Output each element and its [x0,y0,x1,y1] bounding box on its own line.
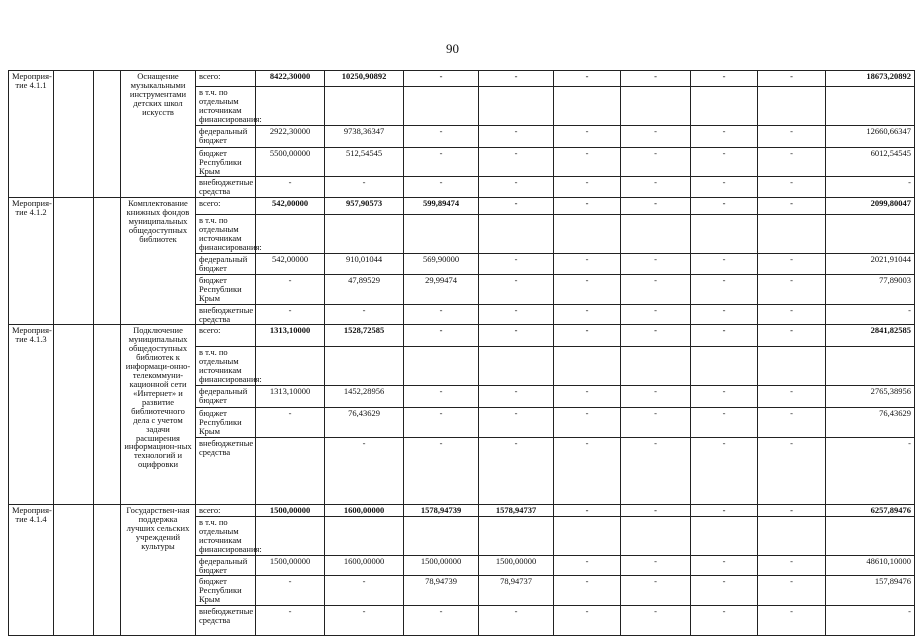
value-cell: 2021,91044 [826,253,915,274]
value-cell: - [758,177,826,198]
value-cell: - [621,274,691,304]
empty-cell [94,325,121,504]
funding-source: всего: [196,198,256,215]
value-cell: - [621,71,691,87]
value-cell: 1452,28956 [325,386,404,408]
value-cell: - [621,198,691,215]
value-cell [479,87,554,126]
funding-source: всего: [196,325,256,347]
value-cell: - [758,253,826,274]
table-row [9,198,915,215]
value-cell: - [554,437,621,504]
value-cell: - [554,386,621,408]
value-cell: - [621,125,691,147]
value-cell: - [404,177,479,198]
value-cell: - [479,386,554,408]
value-cell [404,516,479,555]
value-cell: 18673,20892 [826,71,915,87]
funding-source: бюджет Республики Крым [196,576,256,606]
value-cell: - [554,504,621,516]
value-cell: - [621,504,691,516]
value-cell: - [691,504,758,516]
value-cell: - [826,437,915,504]
value-cell: - [621,555,691,576]
empty-cell [54,504,94,635]
value-cell: 10250,90892 [325,71,404,87]
value-cell: - [758,437,826,504]
value-cell [758,347,826,386]
value-cell: - [404,437,479,504]
value-cell: - [826,304,915,325]
value-cell: - [691,606,758,636]
value-cell [758,87,826,126]
value-cell: 957,90573 [325,198,404,215]
value-cell [554,87,621,126]
value-cell: - [758,198,826,215]
value-cell: - [621,325,691,347]
value-cell: 77,89003 [826,274,915,304]
value-cell: - [758,555,826,576]
value-cell: 1313,10000 [256,386,325,408]
value-cell: - [479,304,554,325]
value-cell: - [554,576,621,606]
value-cell [325,516,404,555]
value-cell: - [479,325,554,347]
value-cell: - [758,71,826,87]
value-cell: 1600,00000 [325,504,404,516]
measure-name: Комплектование книжных фондов муниципальных общедоступных библиотек [121,198,196,325]
value-cell: - [691,437,758,504]
funding-source: в т.ч. по отдельным источникам финансирования: [196,87,256,126]
value-cell: 47,89529 [325,274,404,304]
value-cell: - [479,606,554,636]
value-cell [758,516,826,555]
value-cell [479,215,554,254]
value-cell: - [325,606,404,636]
funding-source: бюджет Республики Крым [196,408,256,438]
value-cell: - [621,437,691,504]
value-cell: 599,89474 [404,198,479,215]
value-cell: - [404,325,479,347]
value-cell: - [325,304,404,325]
value-cell [554,347,621,386]
value-cell: 910,01044 [325,253,404,274]
value-cell: - [479,198,554,215]
value-cell: - [691,253,758,274]
value-cell: 8422,30000 [256,71,325,87]
measure-name: Государствен-ная поддержка лучших сельских учреждений культуры [121,504,196,635]
value-cell: - [554,325,621,347]
value-cell: - [691,125,758,147]
value-cell: 12660,66347 [826,125,915,147]
value-cell: - [256,274,325,304]
value-cell: 1500,00000 [256,555,325,576]
value-cell: - [758,325,826,347]
value-cell [256,347,325,386]
value-cell: - [691,177,758,198]
value-cell [826,87,915,126]
funding-source: федеральный бюджет [196,253,256,274]
value-cell: - [404,71,479,87]
page-number: 90 [446,41,459,56]
value-cell: 512,54545 [325,147,404,177]
value-cell: - [691,274,758,304]
value-cell: 2841,82585 [826,325,915,347]
value-cell: - [256,606,325,636]
value-cell [325,215,404,254]
value-cell: - [758,274,826,304]
value-cell [691,87,758,126]
funding-source: федеральный бюджет [196,386,256,408]
value-cell: 1528,72585 [325,325,404,347]
value-cell: 76,43629 [325,408,404,438]
value-cell: 6012,54545 [826,147,915,177]
value-cell: 9738,36347 [325,125,404,147]
value-cell [758,215,826,254]
funding-source: в т.ч. по отдельным источникам финансирования: [196,215,256,254]
value-cell: 76,43629 [826,408,915,438]
value-cell [479,347,554,386]
value-cell: - [554,304,621,325]
value-cell: - [325,437,404,504]
value-cell: - [621,408,691,438]
table-row [9,325,915,347]
value-cell: - [621,576,691,606]
value-cell: - [758,125,826,147]
measure-name: Подключение муниципальных общедоступных библиотек к информаци-онно-телекоммуни-кационной сети «Интернет» и развитие библиотечного дела с учетом задачи расширения информацион-ных технологий и оцифровки [121,325,196,504]
value-cell: 1500,00000 [404,555,479,576]
empty-cell [54,325,94,504]
value-cell: 1578,94739 [404,504,479,516]
value-cell: - [758,504,826,516]
value-cell: 157,89476 [826,576,915,606]
value-cell: - [758,408,826,438]
value-cell [826,516,915,555]
value-cell: - [621,177,691,198]
value-cell: 542,00000 [256,253,325,274]
value-cell [256,215,325,254]
value-cell: - [554,198,621,215]
value-cell: - [691,576,758,606]
value-cell: 1578,94737 [479,504,554,516]
table-body [9,71,915,636]
value-cell: - [554,253,621,274]
value-cell [826,215,915,254]
value-cell [325,87,404,126]
value-cell: - [691,304,758,325]
value-cell [691,516,758,555]
value-cell: - [621,253,691,274]
value-cell [404,215,479,254]
funding-source: внебюджетные средства [196,177,256,198]
value-cell: - [404,147,479,177]
value-cell: - [554,71,621,87]
value-cell: - [404,125,479,147]
value-cell [479,516,554,555]
financing-table [8,70,915,636]
funding-source: внебюджетные средства [196,304,256,325]
funding-source: всего: [196,71,256,87]
value-cell: - [554,177,621,198]
value-cell: 1313,10000 [256,325,325,347]
value-cell: - [691,555,758,576]
value-cell: - [758,606,826,636]
value-cell: 2922,30000 [256,125,325,147]
empty-cell [94,504,121,635]
value-cell: - [621,386,691,408]
measure-code: Мероприя- тие 4.1.1 [9,71,54,198]
value-cell [256,516,325,555]
measure-name: Оснащение музыкальными инструментами детских школ искусств [121,71,196,198]
value-cell: - [325,576,404,606]
value-cell: - [325,177,404,198]
value-cell [404,87,479,126]
value-cell: - [758,304,826,325]
value-cell: - [621,147,691,177]
value-cell: - [554,408,621,438]
value-cell [554,516,621,555]
funding-source: бюджет Республики Крым [196,274,256,304]
value-cell: 1500,00000 [479,555,554,576]
value-cell: - [554,606,621,636]
value-cell: - [479,177,554,198]
empty-cell [94,198,121,325]
value-cell: - [404,304,479,325]
value-cell: 29,99474 [404,274,479,304]
value-cell: 2099,80047 [826,198,915,215]
value-cell [621,215,691,254]
measure-code: Мероприя- тие 4.1.4 [9,504,54,635]
value-cell: - [758,147,826,177]
value-cell: - [554,555,621,576]
empty-cell [94,71,121,198]
value-cell [826,347,915,386]
value-cell: - [404,408,479,438]
value-cell [691,215,758,254]
value-cell: - [826,177,915,198]
value-cell [256,437,325,504]
funding-source: всего: [196,504,256,516]
value-cell: 569,90000 [404,253,479,274]
measure-code: Мероприя- тие 4.1.3 [9,325,54,504]
value-cell: - [479,408,554,438]
value-cell: - [479,147,554,177]
value-cell: 78,94737 [479,576,554,606]
value-cell: - [691,325,758,347]
value-cell [691,347,758,386]
value-cell [404,347,479,386]
value-cell: 542,00000 [256,198,325,215]
value-cell: - [256,177,325,198]
value-cell: - [404,386,479,408]
empty-cell [54,71,94,198]
value-cell: - [691,408,758,438]
funding-source: федеральный бюджет [196,125,256,147]
funding-source: в т.ч. по отдельным источникам финансирования: [196,516,256,555]
empty-cell [54,198,94,325]
value-cell: - [691,386,758,408]
value-cell: 1600,00000 [325,555,404,576]
measure-code: Мероприя- тие 4.1.2 [9,198,54,325]
value-cell: - [554,125,621,147]
value-cell [325,347,404,386]
value-cell [256,87,325,126]
funding-source: внебюджетные средства [196,606,256,636]
value-cell: - [691,147,758,177]
value-cell: 2765,38956 [826,386,915,408]
value-cell: - [256,408,325,438]
funding-source: бюджет Республики Крым [196,147,256,177]
value-cell: 6257,89476 [826,504,915,516]
value-cell: - [479,437,554,504]
funding-source: в т.ч. по отдельным источникам финансирования: [196,347,256,386]
value-cell: 78,94739 [404,576,479,606]
value-cell: - [256,304,325,325]
value-cell: - [404,606,479,636]
value-cell: - [758,576,826,606]
value-cell: - [256,576,325,606]
funding-source: внебюджетные средства [196,437,256,504]
value-cell: - [479,125,554,147]
value-cell [621,87,691,126]
value-cell: - [554,147,621,177]
value-cell: 1500,00000 [256,504,325,516]
value-cell: - [621,606,691,636]
value-cell: - [758,386,826,408]
value-cell: - [691,71,758,87]
value-cell: - [826,606,915,636]
value-cell [621,347,691,386]
value-cell: 48610,10000 [826,555,915,576]
funding-source: федеральный бюджет [196,555,256,576]
value-cell [554,215,621,254]
value-cell: - [479,253,554,274]
value-cell: - [554,274,621,304]
value-cell: - [621,304,691,325]
value-cell [621,516,691,555]
value-cell: - [691,198,758,215]
value-cell: 5500,00000 [256,147,325,177]
table-row [9,504,915,516]
value-cell: - [479,274,554,304]
table-row [9,71,915,87]
value-cell: - [479,71,554,87]
